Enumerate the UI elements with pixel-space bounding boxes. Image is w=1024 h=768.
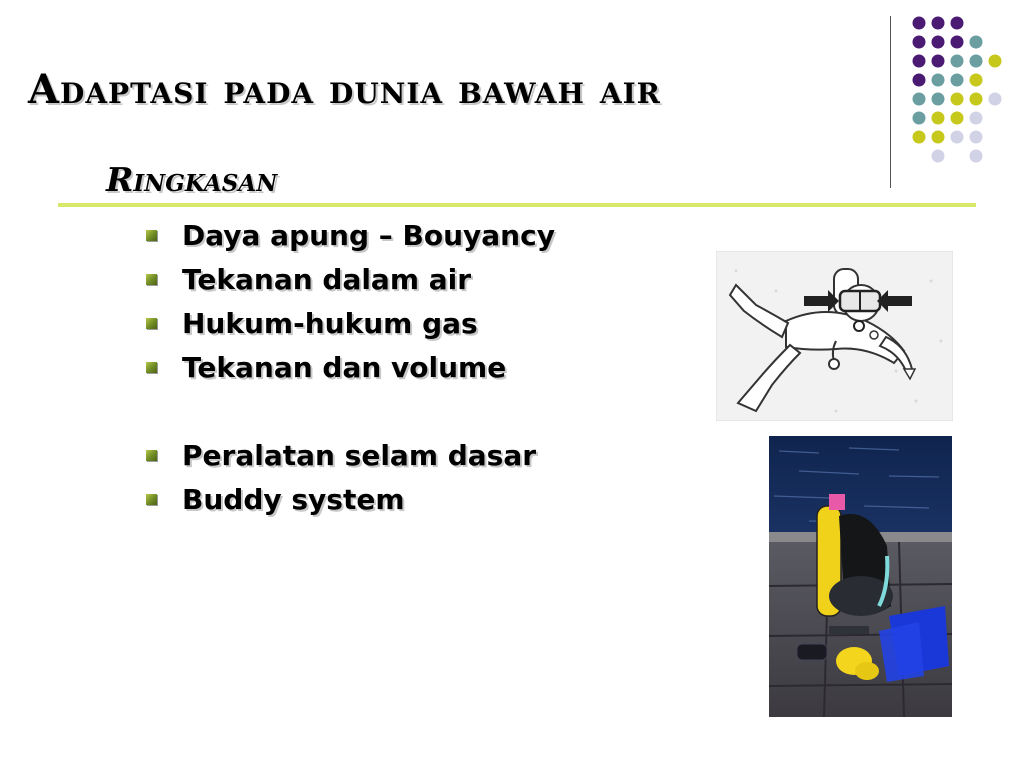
bullet-text: Hukum-hukum gas xyxy=(182,307,478,340)
diver-illustration xyxy=(716,251,953,421)
decor-dot xyxy=(932,74,945,87)
bullet-list xyxy=(146,214,555,522)
decor-dot xyxy=(913,93,926,106)
bullet-item xyxy=(146,478,555,522)
decor-dot xyxy=(913,17,926,30)
decor-dot xyxy=(951,131,964,144)
bullet-square-icon xyxy=(146,494,157,505)
decor-dot xyxy=(970,131,983,144)
decor-dot xyxy=(951,36,964,49)
bullet-item xyxy=(146,258,555,302)
decor-dot xyxy=(970,36,983,49)
bullet-item xyxy=(146,346,555,390)
slide-title: Adaptasi pada dunia bawah air xyxy=(28,66,661,113)
bullet-text: Peralatan selam dasar xyxy=(182,439,537,472)
slide-subtitle: Ringkasan xyxy=(106,160,278,199)
bullet-square-icon xyxy=(146,450,157,461)
decor-dot xyxy=(951,55,964,68)
decor-dot xyxy=(970,55,983,68)
decor-dot xyxy=(932,112,945,125)
decor-dot xyxy=(932,17,945,30)
bullet-text: Daya apung – Bouyancy xyxy=(182,219,555,252)
vertical-divider xyxy=(890,16,891,188)
decor-dot xyxy=(951,74,964,87)
decor-dot xyxy=(932,55,945,68)
decor-dot xyxy=(932,131,945,144)
bullet-text: Tekanan dalam air xyxy=(182,263,472,296)
bullet-spacer xyxy=(146,390,555,434)
decor-dot xyxy=(989,55,1002,68)
decor-dot xyxy=(932,36,945,49)
decor-dot xyxy=(913,55,926,68)
decor-dot xyxy=(951,112,964,125)
decor-dot xyxy=(932,150,945,163)
decor-dot xyxy=(913,112,926,125)
bullet-item xyxy=(146,302,555,346)
bullet-item xyxy=(146,434,555,478)
bullet-text: Buddy system xyxy=(182,483,405,516)
decor-dot xyxy=(970,112,983,125)
decor-dot xyxy=(989,93,1002,106)
bullet-square-icon xyxy=(146,230,157,241)
decor-dot xyxy=(913,131,926,144)
dive-gear-photo xyxy=(769,436,952,717)
decor-dot xyxy=(970,74,983,87)
bullet-item xyxy=(146,214,555,258)
bullet-square-icon xyxy=(146,318,157,329)
bullet-text: Tekanan dan volume xyxy=(182,351,507,384)
decor-dot xyxy=(913,36,926,49)
decor-dot xyxy=(913,74,926,87)
bullet-square-icon xyxy=(146,274,157,285)
accent-divider xyxy=(58,203,976,207)
decor-dot xyxy=(970,150,983,163)
decor-dot xyxy=(951,17,964,30)
decor-dot xyxy=(932,93,945,106)
decor-dot xyxy=(970,93,983,106)
bullet-square-icon xyxy=(146,362,157,373)
decor-dot xyxy=(951,93,964,106)
